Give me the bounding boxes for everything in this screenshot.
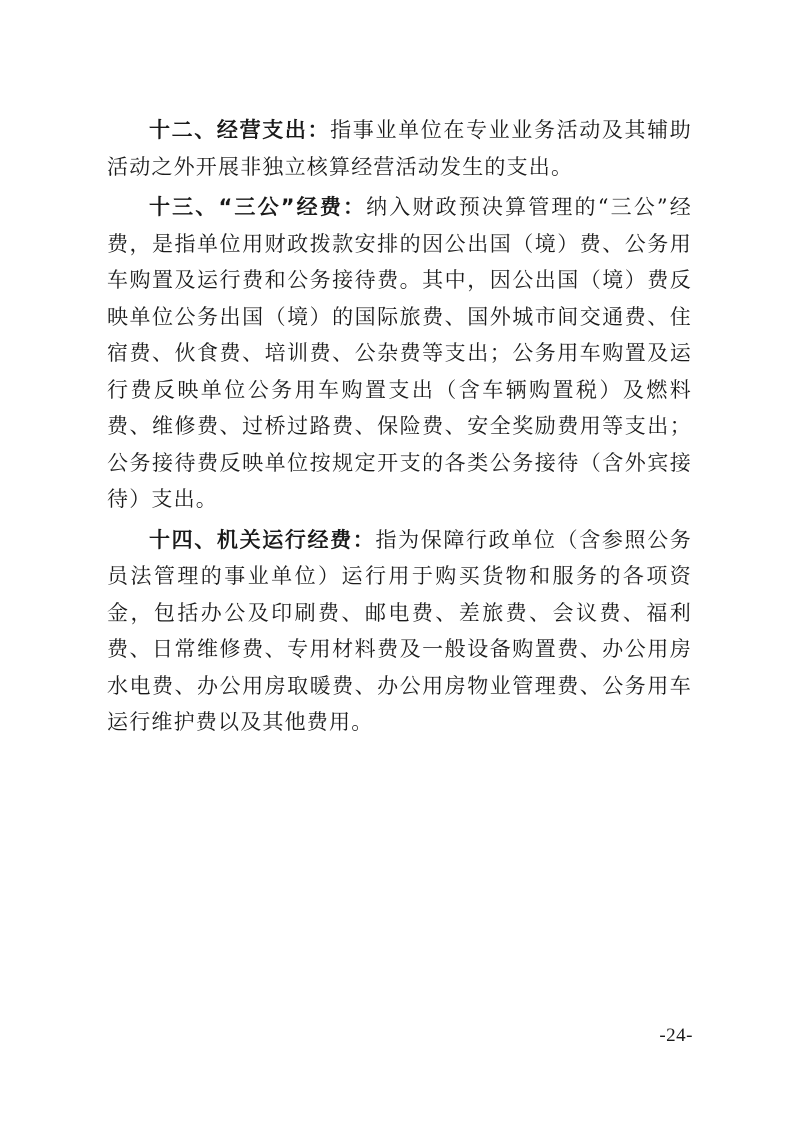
paragraph-operating-expenditure (107, 112, 692, 185)
term-operating-expenditure: 十二、经营支出： (149, 118, 331, 142)
paragraph-agency-operating-funds (107, 522, 692, 741)
term-three-public-expenses: 十三、“三公”经费： (149, 195, 367, 219)
term-agency-operating-funds: 十四、机关运行经费： (149, 527, 376, 552)
definition-three-public-expenses: 纳入财政预决算管理的“三公”经费，是指单位用财政拨款安排的因公出国（境）费、公务用车购置及运行费和公务接待费。其中，因公出国（境）费反映单位公务出国（境）的国际旅费、国外城市间交通费、住宿费、伙食费、培训费、公杂费等支出；公务用车购置及运行费反映单位公务用车购置支出（含车辆购置税）及燃料费、维修费、过桥过路费、保险费、安全奖励费用等支出；公务接待费反映单位按规定开支的各类公务接待（含外宾接待）支出。 (107, 195, 692, 511)
definition-operating-expenditure: 指事业单位在专业业务活动及其辅助活动之外开展非独立核算经营活动发生的支出。 (107, 118, 692, 179)
paragraph-three-public-expenses (107, 189, 692, 518)
body-text (107, 112, 692, 745)
definition-agency-operating-funds: 指为保障行政单位（含参照公务员法管理的事业单位）运行用于购买货物和服务的各项资金，包括办公及印刷费、邮电费、差旅费、会议费、福利费、日常维修费、专用材料费及一般设备购置费、办公用房水电费、办公用房取暖费、办公用房物业管理费、公务用车运行维护费以及其他费用。 (107, 527, 692, 734)
page-number: -24- (659, 1025, 693, 1046)
